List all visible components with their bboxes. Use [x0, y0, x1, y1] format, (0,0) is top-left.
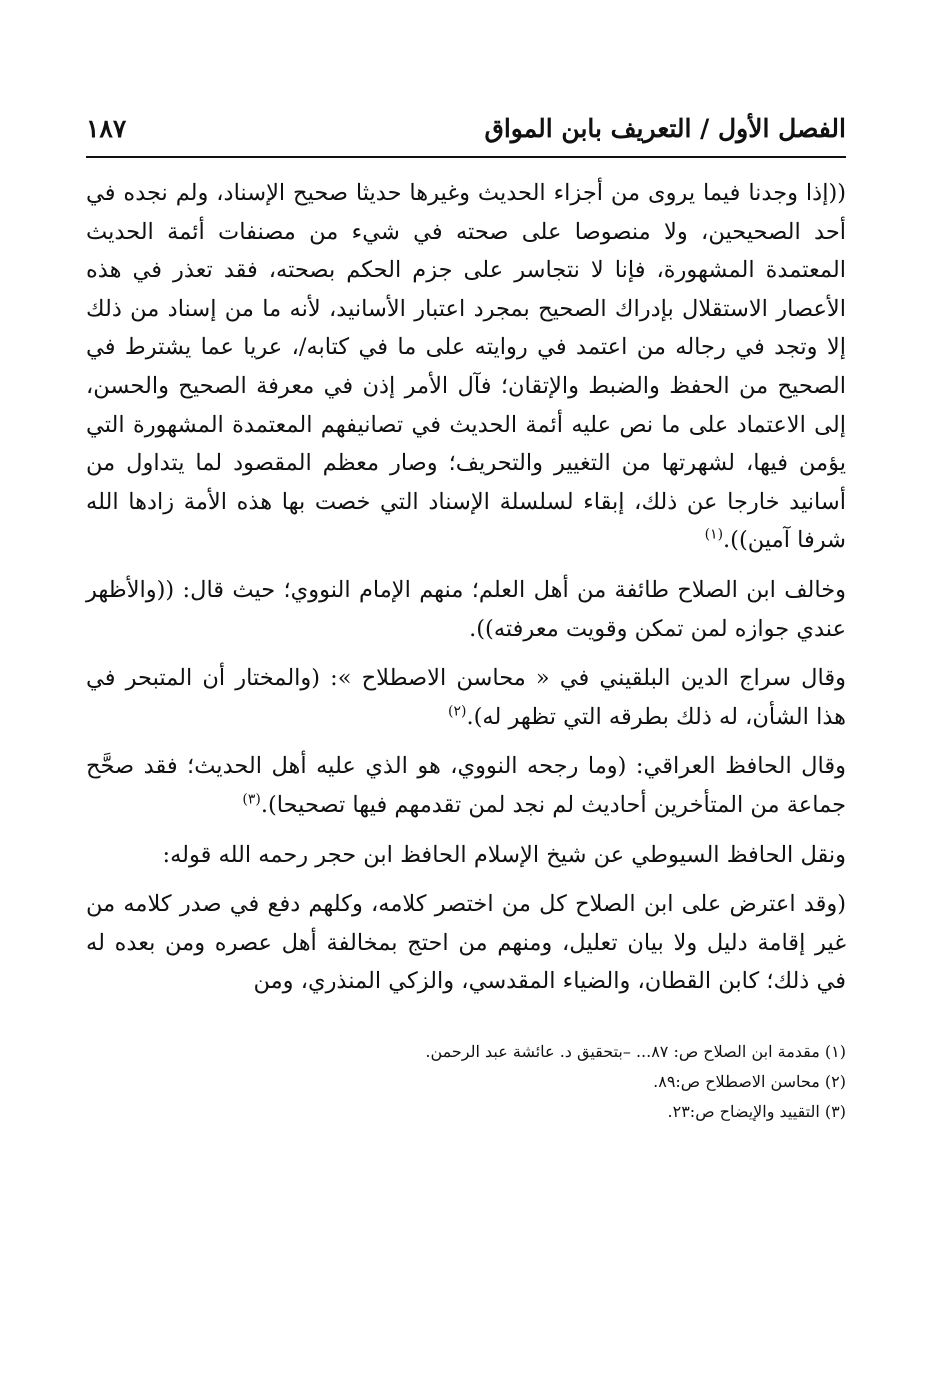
paragraph-nawawi — [86, 571, 846, 648]
footnote-3: (٣) التقييد والإيضاح ص:٢٣. — [667, 1101, 846, 1121]
paragraph-quote-ibn-salah — [86, 174, 846, 560]
footnote-reference: (٢) — [448, 703, 467, 720]
paragraph-ibn-hajar — [86, 885, 846, 1001]
footnote-reference: (١) — [704, 526, 724, 543]
footnote-2: (٢) محاسن الاصطلاح ص:٨٩. — [653, 1071, 846, 1091]
paragraph-text: وقال سراج الدين البلقيني في « محاسن الاصطلاح »: (والمختار أن المتبحر في هذا الشأن، له ذلك بطرقه التي تظهر له). — [86, 665, 846, 730]
paragraph-bulqini — [86, 659, 846, 736]
paragraph-text: وخالف ابن الصلاح طائفة من أهل العلم؛ منهم الإمام النووي؛ حيث قال: ((والأظهر عندي جوازه لمن تمكن وقويت معرفته)). — [86, 576, 846, 642]
main-text — [86, 174, 846, 1001]
paragraph-text: ونقل الحافظ السيوطي عن شيخ الإسلام الحافظ ابن حجر رحمه الله قوله: — [162, 841, 846, 868]
running-title: الفصل الأول / التعريف بابن المواق — [484, 114, 846, 143]
paragraph-text: ((إذا وجدنا فيما يروى من أجزاء الحديث وغيرها حديثا صحيح الإسناد، ولم نجده في أحد الصحيحين، ولا منصوصا على صحته في شيء من مصنفات أئمة الحديث المعتمدة المشهورة، فإنا لا نتجاسر على جزم الحكم بصحته، فقد تعذر في هذه الأعصار الاستقلال بإدراك الصحيح بمجرد اعتبار الأسانيد، لأنه ما من إسناد من ذلك إلا وتجد في رجاله من اعتمد في روايته على ما في كتابه/، عريا عما يشترط في الصحيح من الحفظ والضبط والإتقان؛ فآل الأمر إذن في معرفة الصحيح والحسن، إلى الاعتماد على ما نص عليه أئمة الحديث في تصانيفهم المعتمدة المشهورة التي يؤمن فيها، لشهرتها من التغيير والتحريف؛ وصار معظم المقصود لما يتداول من أسانيد خارجا عن ذلك، إبقاء لسلسلة الإسناد التي خصت بها هذه الأمة زادها الله شرفا آمين)). — [86, 180, 846, 554]
paragraph-text: (وقد اعترض على ابن الصلاح كل من اختصر كلامه، وكلهم دفع في صدر كلامه من غير إقامة دليل ولا بيان تعليل، ومنهم من احتج بمخالفة أهل عصره ومن بعده له في ذلك؛ كابن القطان، والضياء المقدسي، والزكي المنذري، ومن — [86, 891, 846, 995]
paragraph-text: وقال الحافظ العراقي: (وما رجحه النووي، هو الذي عليه أهل الحديث؛ فقد صحَّح جماعة من المتأخرين أحاديث لم نجد لمن تقدمهم فيها تصحيحا). — [86, 753, 846, 818]
book-page — [86, 100, 846, 1350]
page-number: ١٨٧ — [86, 114, 127, 143]
paragraph-suyuti — [86, 836, 846, 875]
footnotes — [346, 1037, 846, 1127]
footnote-1: (١) مقدمة ابن الصلاح ص: ٨٧... –بتحقيق د. عائشة عبد الرحمن. — [425, 1041, 846, 1061]
page-header — [86, 100, 846, 158]
footnote-reference: (٣) — [242, 791, 261, 808]
paragraph-iraqi — [86, 747, 846, 824]
